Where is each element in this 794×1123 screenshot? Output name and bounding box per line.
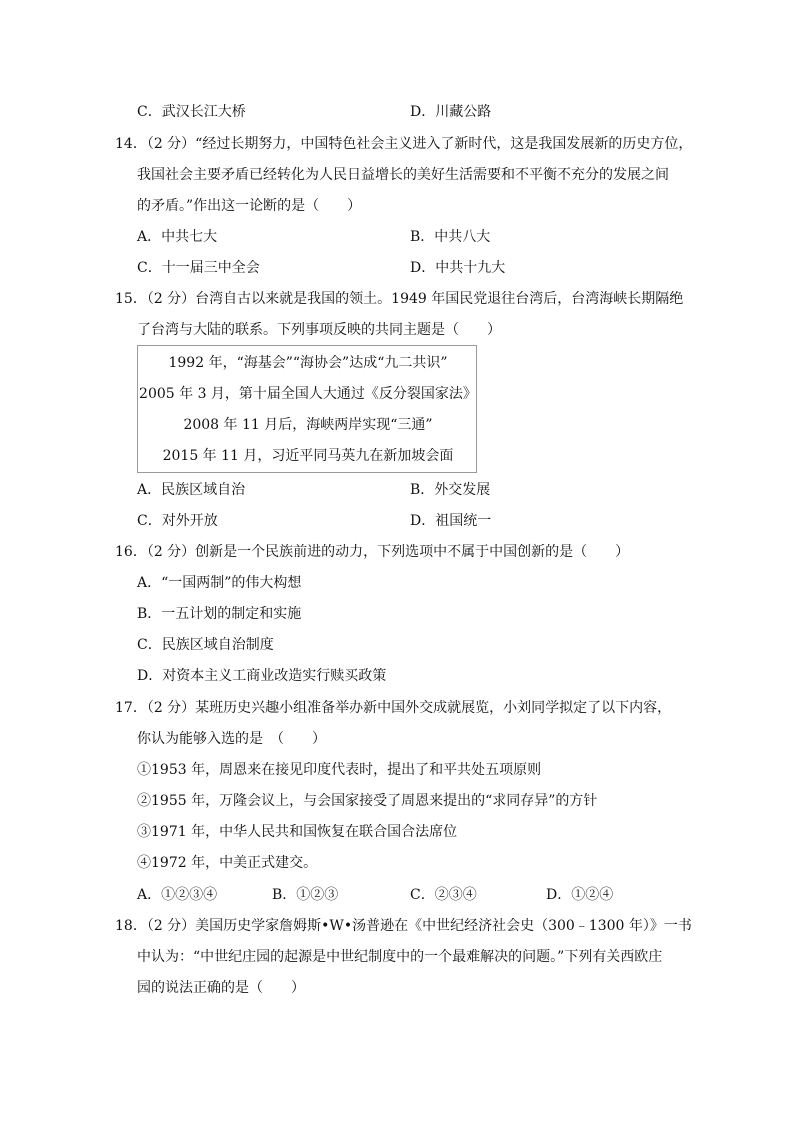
q15-material-box xyxy=(137,345,477,473)
q14-option-a: A．中共七大 xyxy=(137,229,218,245)
q15-option-c: C．对外开放 xyxy=(137,513,218,529)
q14-stem-line-3: 的矛盾。”作出这一论断的是（ ） xyxy=(137,198,362,214)
q17-item-1: ①1953 年，周恩来在接见印度代表时，提出了和平共处五项原则 xyxy=(137,762,542,778)
q15-stem-line-1: 15．（2 分）台湾自古以来就是我国的领土。1949 年国民党退往台湾后，台湾海峡长期隔绝 xyxy=(115,291,684,307)
q18-stem-line-2: 中认为：“中世纪庄园的起源是中世纪制度中的一个最难解决的问题。”下列有关西欧庄 xyxy=(137,949,663,965)
q15-box-item-4: 2015 年 11 月，习近平同马英九在新加坡会面 xyxy=(162,448,454,464)
q15-box-item-3: 2008 年 11 月后，海峡两岸实现“三通” xyxy=(183,417,433,433)
q17-option-d: D．①②④ xyxy=(546,887,614,903)
q18-stem-line-3: 园的说法正确的是（ ） xyxy=(137,980,305,996)
q15-option-b: B．外交发展 xyxy=(410,482,491,498)
q16-stem-line-1: 16．（2 分）创新是一个民族前进的动力，下列选项中不属于中国创新的是（ ） xyxy=(115,544,630,560)
q13-option-d: D．川藏公路 xyxy=(410,104,492,120)
q14-option-d: D．中共十九大 xyxy=(410,260,506,276)
q15-option-d: D．祖国统一 xyxy=(410,513,492,529)
q17-stem-line-2: 你认为能够入选的是 （ ） xyxy=(137,731,326,747)
q17-option-a: A．①②③④ xyxy=(137,887,218,903)
q15-stem-line-2: 了台湾与大陆的联系。下列事项反映的共同主题是（ ） xyxy=(137,322,501,338)
q15-box-item-1: 1992 年，“海基会”“海协会”达成“九二共识” xyxy=(168,355,448,371)
q17-option-b: B．①②③ xyxy=(272,887,339,903)
q14-stem-line-1: 14．（2 分）“经过长期努力，中国特色社会主义进入了新时代，这是我国发展新的历史方位， xyxy=(115,136,693,152)
q14-option-c: C．十一届三中全会 xyxy=(137,260,260,276)
q14-option-b: B．中共八大 xyxy=(410,229,491,245)
q18-stem-line-1: 18．（2 分）美国历史学家詹姆斯•W•汤普逊在《中世纪经济社会史（300﹣1300 年）》一书 xyxy=(115,918,692,934)
q13-option-c: C．武汉长江大桥 xyxy=(137,104,246,120)
q17-option-c: C．②③④ xyxy=(410,887,477,903)
q15-option-a: A．民族区域自治 xyxy=(137,482,246,498)
q14-stem-line-2: 我国社会主要矛盾已经转化为人民日益增长的美好生活需要和不平衡不充分的发展之间 xyxy=(137,167,669,183)
q17-item-3: ③1971 年，中华人民共和国恢复在联合国合法席位 xyxy=(137,824,458,840)
q16-option-c: C．民族区域自治制度 xyxy=(137,637,274,653)
q15-box-item-2: 2005 年 3 月，第十届全国人大通过《反分裂国家法》 xyxy=(139,386,477,402)
q17-item-2: ②1955 年，万隆会议上，与会国家接受了周恩来提出的“求同存异”的方针 xyxy=(137,793,598,809)
q17-stem-line-1: 17．（2 分）某班历史兴趣小组准备举办新中国外交成就展览，小刘同学拟定了以下内容， xyxy=(115,700,672,716)
q16-option-d: D．对资本主义工商业改造实行赎买政策 xyxy=(137,668,387,684)
q17-item-4: ④1972 年，中美正式建交。 xyxy=(137,855,318,871)
q16-option-b: B．一五计划的制定和实施 xyxy=(137,606,302,622)
q16-option-a: A．“一国两制”的伟大构想 xyxy=(137,575,302,591)
